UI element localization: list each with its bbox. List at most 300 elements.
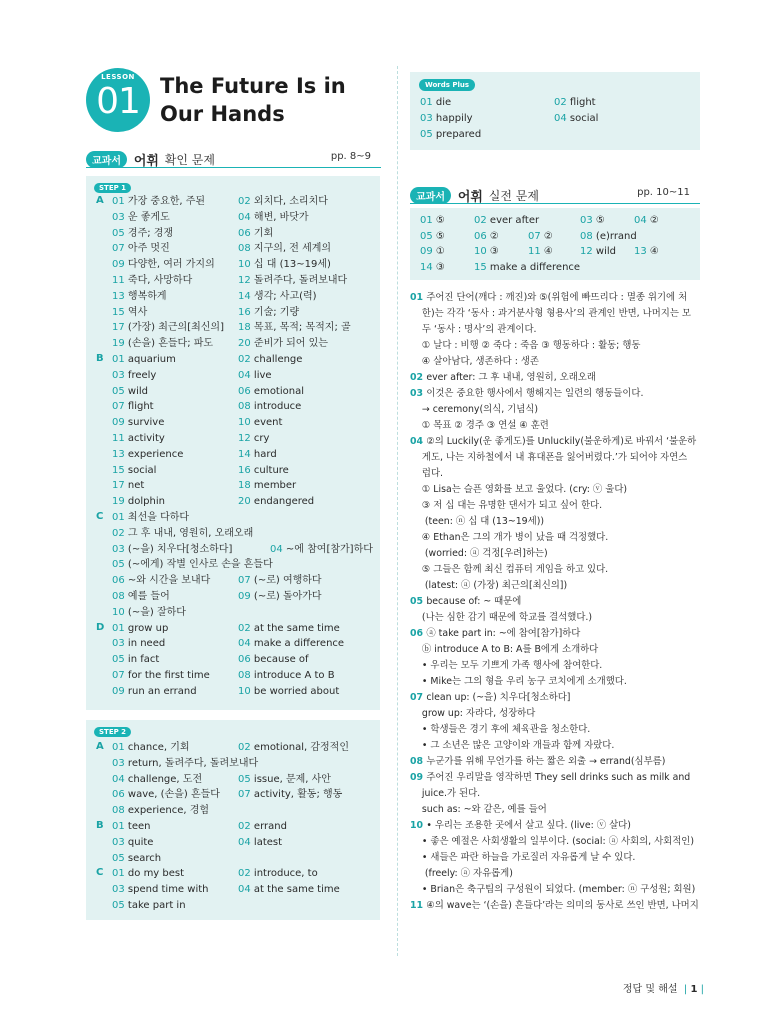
explanation-text: ④ Ethan은 그의 개가 병이 났을 때 걱정했다. — [421, 532, 609, 543]
item-text: 준비가 되어 있는 — [253, 338, 328, 350]
item-number: 01 — [112, 868, 125, 880]
item-number: 02 — [474, 215, 487, 226]
item-number: 07 — [112, 243, 125, 255]
item-text: 죽다, 사망하다 — [127, 275, 193, 286]
answer-item — [238, 653, 309, 667]
item-number: 19 — [112, 338, 125, 350]
item-text: ⑤ — [435, 215, 445, 226]
item-number: 06 — [112, 789, 125, 801]
item-text: experience — [127, 448, 184, 460]
item-text: introduce A to B — [253, 670, 335, 681]
practice-answer — [580, 245, 616, 259]
part-letter-a: A — [96, 195, 104, 206]
item-number: 07 — [112, 670, 125, 681]
answer-item — [238, 773, 331, 787]
explanation-text: 이것은 중요한 행사에서 행해지는 일련의 행동들이다. — [426, 388, 644, 399]
item-text: event — [253, 417, 283, 429]
item-number: 04 — [238, 638, 251, 650]
answer-item — [112, 448, 183, 462]
answer-item — [112, 400, 154, 414]
indent — [410, 580, 422, 591]
item-number: 03 — [112, 638, 125, 650]
footer-sep: | — [680, 984, 691, 995]
answer-item — [112, 741, 190, 755]
item-text: 십 대 (13~19세) — [253, 259, 331, 271]
explanation-text: 게도, 나는 지하철에서 내 휴대폰을 잃어버렸다.’가 되어야 자연스 — [421, 452, 688, 463]
indent — [410, 644, 422, 655]
answer-item — [112, 227, 173, 241]
item-number: 12 — [238, 275, 251, 286]
answer-item — [238, 495, 314, 509]
item-text: wild — [595, 246, 617, 257]
indent — [410, 532, 422, 543]
item-text: activity — [127, 433, 165, 444]
item-text: social — [127, 464, 157, 476]
explanation-line — [410, 658, 700, 674]
answer-item — [112, 511, 189, 525]
item-number: 10 — [238, 259, 251, 271]
item-number: 06 — [112, 575, 125, 587]
item-number: 06 — [238, 654, 251, 666]
item-number: 09 — [112, 259, 125, 271]
item-number: 01 — [112, 512, 125, 523]
item-text: prepared — [435, 129, 482, 140]
item-number: 14 — [238, 448, 251, 460]
item-text: social — [569, 113, 599, 124]
item-text: ② — [543, 230, 553, 242]
item-number: 10 — [410, 820, 427, 831]
item-text: (~을) 치우다[청소하다] — [127, 543, 233, 555]
answer-item — [112, 883, 208, 897]
item-number: 03 — [112, 543, 125, 555]
indent — [410, 484, 422, 495]
answer-item — [238, 685, 339, 699]
item-number: 04 — [238, 884, 251, 896]
item-number: 05 — [112, 852, 125, 864]
item-number: 05 — [238, 773, 251, 785]
item-text: 해변, 바닷가 — [253, 211, 309, 223]
item-text: flight — [569, 97, 596, 108]
indent — [410, 852, 422, 863]
indent — [410, 404, 422, 415]
item-number: 03 — [112, 757, 125, 769]
explanation-text: ⑤ 그들은 함께 최신 컴퓨터 게임을 하고 있다. — [421, 564, 609, 575]
answer-item — [238, 274, 347, 288]
item-text: for the first time — [127, 670, 210, 681]
item-text: challenge, 도전 — [127, 773, 203, 785]
item-text: dolphin — [127, 496, 165, 508]
explanation-line — [410, 306, 700, 322]
explanation-text: ① 목표 ② 경주 ③ 연설 ④ 훈련 — [421, 420, 549, 431]
explanation-text: ③ 저 십 대는 유명한 댄서가 되고 싶어 한다. — [421, 500, 603, 511]
item-text: (~을) 잘하다 — [127, 606, 186, 618]
item-text: ⑤ — [435, 230, 445, 242]
item-number: 02 — [238, 742, 251, 753]
part-letter-c: C — [96, 511, 104, 522]
explanation-line — [410, 546, 700, 562]
item-text: net — [127, 480, 145, 492]
explanation-line — [410, 626, 700, 642]
item-text: wild — [127, 385, 149, 397]
item-text: survive — [127, 417, 165, 429]
indent — [410, 788, 422, 799]
item-text: issue, 문제, 사안 — [253, 773, 331, 785]
item-text: 생각; 사고(력) — [253, 290, 317, 302]
indent — [410, 564, 422, 575]
answer-item — [112, 195, 205, 209]
item-number: 07 — [410, 692, 427, 703]
answer-item — [112, 757, 258, 771]
section-title: 확인 문제 — [164, 153, 215, 167]
answer-item — [112, 527, 253, 541]
answer-item — [238, 400, 301, 414]
item-number: 02 — [410, 372, 427, 383]
item-number: 01 — [112, 354, 125, 365]
explanation-text: (나는 심한 감기 때문에 학교를 결석했다.) — [421, 612, 593, 623]
explanation-line — [410, 786, 700, 802]
explanation-line — [410, 402, 700, 418]
answer-item — [238, 741, 349, 755]
indent — [410, 420, 422, 431]
answer-item — [112, 867, 184, 881]
item-number: 09 — [420, 246, 433, 257]
answer-item — [238, 590, 322, 604]
item-number: 03 — [112, 369, 125, 381]
explanation-line — [410, 530, 700, 546]
item-number: 18 — [238, 322, 251, 334]
item-number: 03 — [112, 884, 125, 896]
explanation-text: ④의 wave는 ‘(손을) 흔들다’라는 의미의 동사로 쓰인 반면, 나머지 — [426, 900, 699, 911]
indent — [410, 708, 422, 719]
item-text: introduce — [253, 401, 302, 413]
answer-item — [112, 306, 147, 320]
item-number: 04 — [270, 543, 283, 555]
item-text: ③ — [489, 246, 499, 257]
answer-item — [112, 479, 144, 493]
item-number: 06 — [238, 385, 251, 397]
indent — [410, 612, 422, 623]
item-number: 01 — [420, 215, 433, 226]
item-text: introduce, to — [253, 868, 318, 880]
answer-item — [238, 306, 299, 320]
item-number: 05 — [112, 559, 125, 571]
item-text: 아주 멋진 — [127, 243, 170, 255]
item-text: 돌려주다, 돌려보내다 — [253, 275, 348, 286]
item-number: 01 — [410, 292, 427, 303]
practice-answer — [420, 261, 445, 275]
answer-item — [112, 574, 210, 588]
item-number: 09 — [410, 772, 427, 783]
item-number: 06 — [238, 227, 251, 239]
item-text: latest — [253, 836, 283, 848]
words-plus-item — [420, 96, 451, 110]
answer-item — [112, 622, 168, 636]
indent — [410, 884, 422, 895]
step2-label: STEP 2 — [94, 727, 131, 737]
practice-answer — [420, 214, 445, 228]
footer-sep: | — [697, 984, 704, 995]
explanation-line — [410, 834, 700, 850]
part-letter-b: B — [96, 820, 104, 831]
item-text: take part in — [127, 900, 186, 911]
explanation-line — [410, 450, 700, 466]
page-number: 1 — [690, 984, 698, 995]
answer-item — [112, 337, 213, 351]
item-number: 09 — [112, 417, 125, 429]
item-text: run an errand — [127, 685, 197, 697]
item-number: 18 — [238, 480, 251, 492]
item-number: 17 — [112, 322, 125, 334]
item-number: 08 — [238, 401, 251, 413]
indent — [410, 324, 422, 335]
answer-item — [112, 606, 186, 620]
part-letter-a: A — [96, 741, 104, 752]
indent — [410, 500, 422, 511]
indent — [410, 468, 422, 479]
item-text: make a difference — [253, 638, 345, 650]
item-number: 20 — [238, 338, 251, 350]
item-text: endangered — [253, 496, 315, 508]
item-text: 최선을 다하다 — [127, 512, 190, 523]
answer-item — [238, 669, 335, 683]
answer-item — [238, 574, 322, 588]
explanation-text: juice.가 된다. — [421, 788, 481, 799]
item-number: 16 — [238, 306, 251, 318]
answer-item — [112, 637, 165, 651]
explanation-text: 한)는 각각 ‘동사 : 과거분사형 형용사’의 관계인 반면, 나머지는 모 — [421, 308, 691, 319]
explanation-line — [410, 370, 700, 386]
item-number: 05 — [420, 230, 433, 242]
indent — [410, 740, 422, 751]
lesson-badge — [86, 68, 150, 132]
section-underline — [86, 167, 381, 168]
item-text: freely — [127, 369, 157, 381]
explanation-text: • Brian은 축구팀의 구성원이 되었다. (member: ⓝ 구성원; 회원) — [421, 884, 696, 895]
explanation-text: such as: ~와 같은, 예를 들어 — [421, 804, 547, 815]
item-number: 17 — [112, 480, 125, 492]
explanation-line — [410, 386, 700, 402]
answer-item — [238, 321, 351, 335]
answer-item — [238, 883, 340, 897]
item-text: cry — [253, 433, 270, 444]
explanation-text: (latest: ⓐ (가장) 최근의[최신의]) — [421, 580, 568, 591]
item-text: (~로) 여행하다 — [253, 575, 322, 587]
explanation-text: 누군가를 위해 무언가를 하는 짧은 외출 → errand(심부름) — [426, 756, 666, 767]
item-number: 15 — [112, 306, 125, 318]
item-number: 08 — [580, 230, 593, 242]
item-number: 12 — [238, 433, 251, 444]
explanation-text: ④ 살아남다, 생존하다 : 생존 — [421, 356, 539, 367]
answer-item — [112, 211, 170, 225]
item-number: 15 — [112, 464, 125, 476]
item-number: 02 — [238, 868, 251, 880]
item-text: wave, (손을) 흔들다 — [127, 789, 220, 801]
section-underline — [410, 203, 700, 204]
answer-item — [238, 448, 277, 462]
item-number: 04 — [554, 113, 567, 124]
item-text: happily — [435, 113, 473, 124]
item-text: ② — [489, 230, 499, 242]
item-number: 10 — [238, 685, 251, 697]
explanation-text: • 학생들은 경기 후에 체육관을 청소한다. — [421, 724, 591, 735]
item-number: 09 — [112, 685, 125, 697]
answer-item — [238, 195, 328, 209]
item-text: 외치다, 소리치다 — [253, 196, 328, 207]
answer-item — [238, 290, 317, 304]
item-number: 03 — [580, 215, 593, 226]
item-text: 역사 — [127, 306, 148, 318]
explanation-line — [410, 594, 700, 610]
practice-answer — [474, 214, 539, 228]
section-word: 어휘 — [133, 154, 159, 169]
part-letter-d: D — [96, 621, 105, 633]
explanation-line — [410, 354, 700, 370]
explanation-text: (freely: ⓐ 자유롭게) — [421, 868, 513, 879]
explanation-text: because of: ~ 때문에 — [426, 596, 522, 607]
explanation-text: • Mike는 그의 형을 우리 농구 코치에게 소개했다. — [421, 676, 627, 687]
lesson-title: The Future Is in Our Hands — [160, 74, 346, 126]
item-number: 02 — [238, 821, 251, 832]
item-number: 05 — [112, 654, 125, 666]
item-text: ④ — [649, 246, 659, 257]
item-number: 03 — [410, 388, 427, 399]
explanation-line — [410, 882, 700, 898]
item-number: 02 — [238, 354, 251, 365]
explanation-text: (worried: ⓐ 걱정[우려]하는) — [421, 548, 548, 559]
item-text: 운 좋게도 — [127, 211, 170, 223]
item-text: ~와 시간을 보내다 — [127, 575, 211, 587]
answer-item — [112, 543, 232, 557]
item-text: activity, 활동; 행동 — [253, 789, 343, 801]
item-text: culture — [253, 464, 289, 476]
practice-answer — [474, 230, 499, 244]
item-text: chance, 기회 — [127, 742, 190, 753]
answer-item — [238, 369, 272, 383]
practice-answer — [580, 230, 637, 244]
item-number: 15 — [474, 261, 487, 273]
answer-item — [238, 432, 269, 446]
explanation-text: • 좋은 예절은 사회생활의 일부이다. (social: ⓐ 사회의, 사회적인) — [421, 836, 695, 847]
answer-item — [112, 836, 153, 850]
explanation-line — [410, 322, 700, 338]
item-text: experience, 경험 — [127, 805, 210, 817]
answer-item — [112, 820, 151, 834]
item-number: 11 — [112, 433, 125, 444]
item-number: 06 — [474, 230, 487, 242]
explanation-line — [410, 514, 700, 530]
item-text: teen — [127, 821, 151, 832]
item-number: 08 — [238, 243, 251, 255]
explanation-line — [410, 466, 700, 482]
item-text: (손을) 흔들다; 파도 — [127, 338, 214, 350]
item-number: 02 — [238, 622, 251, 634]
item-number: 16 — [238, 464, 251, 476]
indent — [410, 356, 422, 367]
section-title: 실전 문제 — [488, 189, 539, 203]
practice-answer — [634, 245, 659, 259]
indent — [410, 804, 422, 815]
answer-item — [238, 820, 287, 834]
section-word: 어휘 — [457, 190, 483, 205]
item-text: 가장 중요한, 주된 — [127, 196, 206, 207]
item-text: do my best — [127, 868, 185, 880]
explanation-line — [410, 738, 700, 754]
item-number: 20 — [238, 496, 251, 508]
explanation-line — [410, 290, 700, 306]
item-number: 10 — [474, 246, 487, 257]
footer-label: 정답 및 해설 — [622, 984, 678, 995]
item-number: 13 — [112, 448, 125, 460]
item-text: (~로) 돌아가다 — [253, 591, 322, 602]
step1-label: STEP 1 — [94, 183, 131, 193]
item-number: 07 — [238, 575, 251, 587]
item-text: 기술; 기량 — [253, 306, 300, 318]
practice-answer — [474, 245, 499, 259]
section-pages: pp. 8~9 — [330, 151, 371, 162]
item-number: 08 — [410, 756, 427, 767]
explanation-line — [410, 722, 700, 738]
item-number: 10 — [238, 417, 251, 429]
item-number: 19 — [112, 496, 125, 508]
answer-item — [112, 653, 159, 667]
explanation-line — [410, 770, 700, 786]
item-text: 기회 — [253, 227, 274, 239]
indent — [410, 836, 422, 847]
answer-item — [238, 385, 304, 399]
answer-item — [238, 258, 331, 272]
explanation-line — [410, 562, 700, 578]
section-check-header — [86, 150, 381, 168]
item-number: 08 — [112, 805, 125, 817]
item-number: 14 — [238, 290, 251, 302]
indent — [410, 340, 422, 351]
answer-item — [238, 242, 331, 256]
item-text: (~에게) 작별 인사로 손을 흔들다 — [127, 559, 273, 571]
item-text: at the same time — [253, 884, 340, 896]
item-number: 11 — [112, 275, 125, 286]
item-number: 05 — [112, 227, 125, 239]
answer-item — [112, 495, 165, 509]
item-text: ③ — [435, 261, 445, 273]
item-number: 01 — [112, 742, 125, 753]
section-tag: 교과서 — [86, 151, 127, 168]
explanation-line — [410, 642, 700, 658]
explanation-line — [410, 578, 700, 594]
section-tag: 교과서 — [410, 187, 451, 204]
item-number: 07 — [528, 230, 541, 242]
explanation-line — [410, 434, 700, 450]
item-number: 06 — [410, 628, 427, 639]
explanation-line — [410, 690, 700, 706]
item-text: at the same time — [253, 622, 340, 634]
item-text: in need — [127, 638, 166, 650]
answer-item — [112, 558, 273, 572]
explanation-text: ⓑ introduce A to B: A를 B에게 소개하다 — [421, 644, 599, 655]
item-text: return, 돌려주다, 돌려보내다 — [127, 757, 259, 769]
item-number: 05 — [410, 596, 427, 607]
practice-answer — [474, 261, 580, 275]
explanation-text: (teen: ⓝ 십 대 (13~19세)) — [421, 516, 545, 527]
item-number: 09 — [238, 591, 251, 602]
section-practice-header — [410, 186, 700, 204]
explanations — [410, 290, 700, 914]
item-text: die — [435, 97, 452, 108]
item-number: 11 — [528, 246, 541, 257]
answer-item — [238, 788, 342, 802]
explanation-line — [410, 482, 700, 498]
lesson-number: 01 — [96, 81, 140, 122]
explanation-text: ① 날다 : 비행 ② 죽다 : 죽음 ③ 행동하다 : 활동; 행동 — [421, 340, 641, 351]
